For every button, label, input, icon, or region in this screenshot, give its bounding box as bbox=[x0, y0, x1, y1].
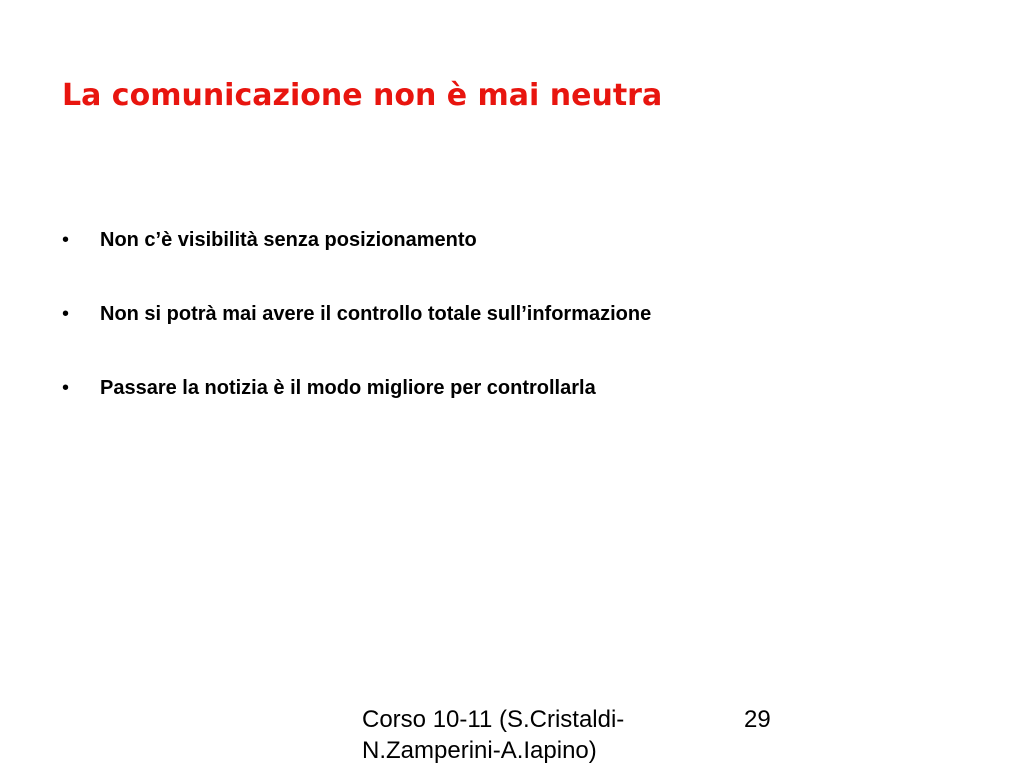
slide-title: La comunicazione non è mai neutra bbox=[62, 78, 663, 113]
bullet-text: Non c’è visibilità senza posizionamento bbox=[100, 229, 477, 251]
bullet-text: Passare la notizia è il modo migliore per controllarla bbox=[100, 377, 596, 399]
bullet-icon: • bbox=[62, 377, 70, 399]
bullet-icon: • bbox=[62, 303, 70, 325]
footer-line: Corso 10-11 (S.Cristaldi- bbox=[362, 706, 625, 733]
bullet-item bbox=[62, 296, 651, 332]
bullet-text: Non si potrà mai avere il controllo totale sull’informazione bbox=[100, 303, 652, 325]
page-number: 29 bbox=[744, 706, 771, 733]
bullet-icon: • bbox=[62, 229, 70, 251]
footer-course-info bbox=[362, 704, 662, 766]
footer-line: N.Zamperini-A.Iapino) bbox=[362, 737, 597, 764]
bullet-list bbox=[62, 222, 651, 444]
bullet-item bbox=[62, 222, 651, 258]
bullet-item bbox=[62, 370, 651, 406]
